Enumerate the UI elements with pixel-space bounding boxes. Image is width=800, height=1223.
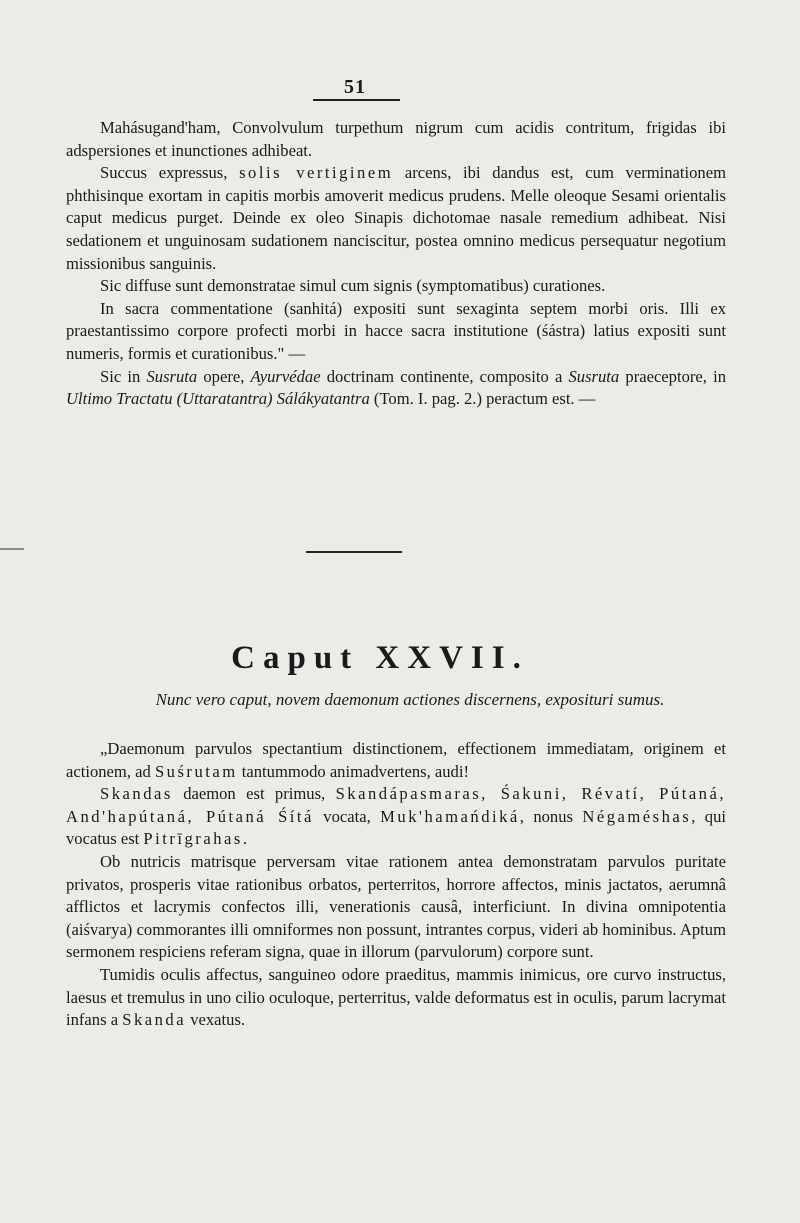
margin-mark [0, 548, 24, 550]
spaced-term: Négaméshas [582, 806, 692, 826]
section-divider [306, 551, 402, 553]
chapter-heading: Caput XXVII. [231, 640, 529, 676]
spaced-term: Suśrutam [154, 761, 238, 781]
text-block-upper [66, 117, 726, 411]
paragraph: Sic diffuse sunt demonstratae simul cum signis (symptomatibus) curationes. [100, 276, 606, 296]
text-block-lower [66, 738, 726, 1032]
paragraph: „Daemonum parvulos spectantium distinctionem, effectionem immediatam, originem et actionem, ad Suśrutam tantummodo animadvertens, audi! [66, 739, 726, 781]
italic-term: Susruta [568, 366, 620, 386]
spaced-term: Pitrīgrahas [143, 829, 243, 849]
chapter-subtitle: Nunc vero caput, novem daemonum actiones discernens, exposituri sumus. [155, 690, 665, 709]
italic-term: Ultimo Tractatu (Uttaratantra) Sálákyatantra [66, 389, 370, 409]
paragraph: Sic in Susruta opere, Ayurvédae doctrinam continente, composito a Susruta praeceptore, in Ultimo Tractatu (Uttaratantra) Sálákyatantra (Tom. I. pag. 2.) peractum est. — [66, 366, 727, 409]
spaced-term: Skandápasmaras, Śakuni, Révatí, Pútaná, And'hapútaná, Pútaná Śítá [66, 784, 726, 826]
page-number: 51 [344, 76, 366, 98]
spaced-term: Muk'hamańdiká [380, 806, 520, 826]
page-number-rule [313, 99, 400, 101]
paragraph: Mahásugand'ham, Convolvulum turpethum nigrum cum acidis contritum, frigidas ibi adspersiones et inunctiones adhibeat. [66, 118, 726, 160]
paragraph: Tumidis oculis affectus, sanguineo odore praeditus, mammis inimicus, ore curvo instructus, laesus et tremulus in uno cilio oculoque, perterritus, valde deformatus est in oculis, parum lacrymat infans a Skanda vexatus. [66, 964, 726, 1030]
spaced-term: Skanda [122, 1010, 187, 1030]
spaced-term: solis vertiginem [239, 163, 394, 183]
paragraph: Skandas daemon est primus, Skandápasmaras, Śakuni, Révatí, Pútaná, And'hapútaná, Pútaná Śítá vocata, Muk'hamańdiká, nonus Négaméshas, qui vocatus est Pitrīgrahas. [66, 784, 726, 849]
italic-term: Susruta [146, 366, 198, 386]
italic-term: Ayurvédae [250, 366, 321, 386]
paragraph: In sacra commentatione (sanhitá) expositi sunt sexaginta septem morbi oris. Illi ex praestantissimo corpore profecti morbi in hacce sacra institutione (śástra) latius expositi sunt numeris, formis et curationibus." — [66, 298, 726, 363]
paragraph: Ob nutricis matrisque perversam vitae rationem antea demonstratam parvulos puritate privatos, prosperis vitae rationibus orbatos, perterritos, horrore affectos, minis jactatos, aerumnâ afflictos et lacrymis confectos illi, venerationis causâ, interficiunt. In divina omnipotentia (aiśvarya) commorantes illi omniformes non possunt, intrantes corpus, videri ab hominibus. Aptum sermonem respiciens referam signa, quae in illorum (parvulorum) corpore sunt. [66, 851, 726, 962]
paragraph: Succus expressus, solis vertiginem arcens, ibi dandus est, cum verminationem phthisinque exortam in capitis morbis amoverit medicus prudens. Melle oleoque Sesami orientalis caput medicus purget. Deinde ex oleo Sinapis dichotomae nasale remedium adhibeat. Nisi sedationem et unguinosam sudationem nanciscitur, postea omnino medicus persequatur negotium missionibus sanguinis. [66, 163, 727, 273]
spaced-term: Skandas [100, 784, 173, 804]
